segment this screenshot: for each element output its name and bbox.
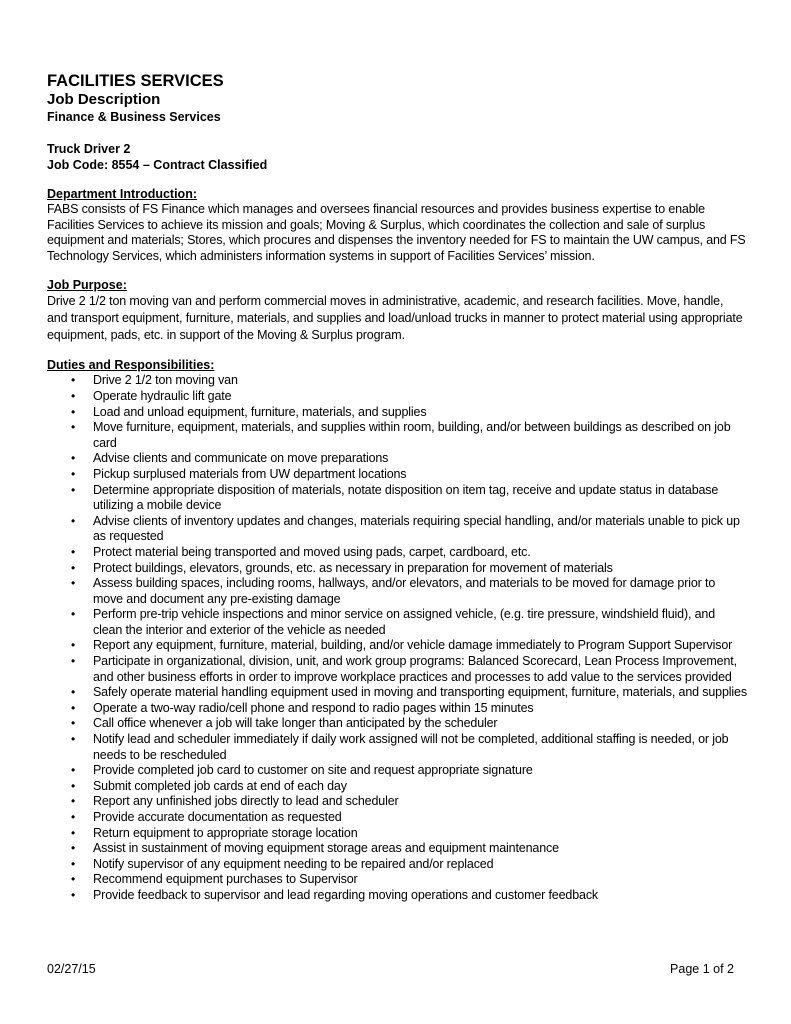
duty-list-item [47,607,747,638]
duty-text: Assist in sustainment of moving equipment storage areas and equipment maintenance [93,841,559,856]
footer-date: 02/27/15 [47,962,96,976]
duty-list-item [47,467,747,483]
duty-list-item [47,576,747,607]
footer-page-number: Page 1 of 2 [670,962,734,976]
duty-list-item [47,405,747,421]
bullet-icon: • [71,685,76,700]
duty-list-item [47,872,747,888]
duty-text: Report any equipment, furniture, material, building, and/or vehicle damage immediately to Program Support Supervisor [93,638,733,653]
bullet-icon: • [71,560,76,575]
bullet-icon: • [71,887,76,902]
duty-text: Operate a two-way radio/cell phone and respond to radio pages within 15 minutes [93,700,534,715]
duty-text: Perform pre-trip vehicle inspections and minor service on assigned vehicle, (e.g. tire pressure, windshield fluid), and clean the interior and exterior of the vehicle as needed [93,607,716,637]
bullet-icon: • [71,451,76,466]
duty-list-item [47,654,747,685]
bullet-icon: • [71,810,76,824]
duty-text: Advise clients and communicate on move preparations [93,451,389,466]
duty-text: Load and unload equipment, furniture, materials, and supplies [93,404,427,419]
bullet-icon: • [71,576,76,591]
bullet-icon: • [71,544,76,559]
duty-list-item [47,779,747,795]
duty-text: Move furniture, equipment, materials, and supplies within room, building, and/or between buildings as described on job card [93,420,731,450]
spacer [47,344,747,358]
duty-text: Notify lead and scheduler immediately if daily work assigned will not be completed, additional staffing is needed, or job needs to be rescheduled [93,732,729,762]
duty-list-item [47,373,747,389]
bullet-icon: • [71,466,76,481]
duty-list-item [47,545,747,561]
duty-list-item [47,888,747,904]
duty-text: Operate hydraulic lift gate [93,388,232,403]
duty-text: Drive 2 1/2 ton moving van [93,373,238,388]
bullet-icon: • [71,794,76,809]
duty-text: Return equipment to appropriate storage location [93,825,358,840]
duty-list-item [47,685,747,701]
duty-text: Provide accurate documentation as requested [93,810,342,824]
bullet-icon: • [71,778,76,793]
duty-list-item [47,810,747,826]
department-intro-heading: Department Introduction: [47,187,197,201]
duty-list-item [47,420,747,451]
job-purpose-text: Drive 2 1/2 ton moving van and perform commercial moves in administrative, academic, and research facilities. Move, handle, and transport equipment, furniture, materials, and supplies and load/unload trucks in manner to protect material using appropriate equipment, pads, etc. in support of the Moving & Surplus program. [47,294,743,343]
spacer [47,264,747,278]
duties-heading: Duties and Responsibilities: [47,358,215,373]
bullet-icon: • [71,716,76,731]
division-title: Finance & Business Services [47,110,221,124]
bullet-icon: • [71,732,76,747]
job-code: Job Code: 8554 – Contract Classified [47,158,268,172]
duty-text: Assess building spaces, including rooms, hallways, and/or elevators, and materials to be moved for damage prior to move and document any pre-existing damage [93,576,716,606]
duty-text: Call office whenever a job will take longer than anticipated by the scheduler [93,716,498,731]
bullet-icon: • [71,373,76,388]
duty-text: Participate in organizational, division, unit, and work group programs: Balanced Scorecard, Lean Process Improvement, and other business efforts in order to improve workplace practices and processes to add value to the services provided [93,654,737,684]
org-title: FACILITIES SERVICES [47,72,224,90]
duty-list-item [47,561,747,577]
bullet-icon: • [71,700,76,715]
duty-text: Provide completed job card to customer on site and request appropriate signature [93,763,533,778]
duty-list-item [47,794,747,810]
duty-text: Advise clients of inventory updates and changes, materials requiring special handling, and/or materials unable to pick up as requested [93,513,740,544]
duty-list-item [47,514,747,545]
doc-type-title: Job Description [47,91,161,108]
department-intro-text: FABS consists of FS Finance which manages and oversees financial resources and provides business expertise to enable Facilities Services to achieve its mission and goals; Moving & Surplus, which coordinates the collection and sale of surplus equipment and materials; Stores, which procures and dispenses the inventory needed for FS to maintain the UW campus, and FS Technology Services, which administers information systems in support of Facilities Services’ mission. [47,202,746,263]
duty-list-item [47,701,747,717]
duty-text: Protect material being transported and moved using pads, carpet, cardboard, etc. [93,544,531,559]
duty-list-item [47,716,747,732]
duty-list-item [47,732,747,763]
document-page [47,72,747,904]
duty-list-item [47,857,747,873]
job-title: Truck Driver 2 [47,142,131,156]
bullet-icon: • [71,404,76,419]
spacer [47,125,747,141]
duty-text: Determine appropriate disposition of materials, notate disposition on item tag, receive and update status in database utilizing a mobile device [93,482,719,513]
bullet-icon: • [71,420,76,435]
duties-list [47,373,747,903]
bullet-icon: • [71,513,76,528]
bullet-icon: • [71,654,76,669]
bullet-icon: • [71,607,76,622]
duty-text: Pickup surplused materials from UW department locations [93,466,407,481]
duty-list-item [47,451,747,467]
bullet-icon: • [71,763,76,778]
bullet-icon: • [71,482,76,497]
bullet-icon: • [71,825,76,840]
bullet-icon: • [71,856,76,871]
job-purpose-heading: Job Purpose: [47,278,127,293]
bullet-icon: • [71,841,76,856]
bullet-icon: • [71,638,76,653]
duty-text: Recommend equipment purchases to Supervisor [93,872,358,887]
duty-text: Protect buildings, elevators, grounds, etc. as necessary in preparation for movement of materials [93,560,613,575]
duty-text: Notify supervisor of any equipment needing to be repaired and/or replaced [93,856,494,871]
duty-list-item [47,763,747,779]
duty-text: Submit completed job cards at end of each day [93,778,347,793]
duty-list-item [47,389,747,405]
duty-list-item [47,483,747,514]
duty-list-item [47,638,747,654]
duty-text: Provide feedback to supervisor and lead regarding moving operations and customer feedback [93,887,599,902]
duty-list-item [47,841,747,857]
bullet-icon: • [71,872,76,887]
spacer [47,173,747,187]
duty-text: Report any unfinished jobs directly to lead and scheduler [93,794,399,809]
duty-text: Safely operate material handling equipment used in moving and transporting equipment, furniture, materials, and supplies [93,685,747,700]
bullet-icon: • [71,388,76,403]
duty-list-item [47,826,747,842]
